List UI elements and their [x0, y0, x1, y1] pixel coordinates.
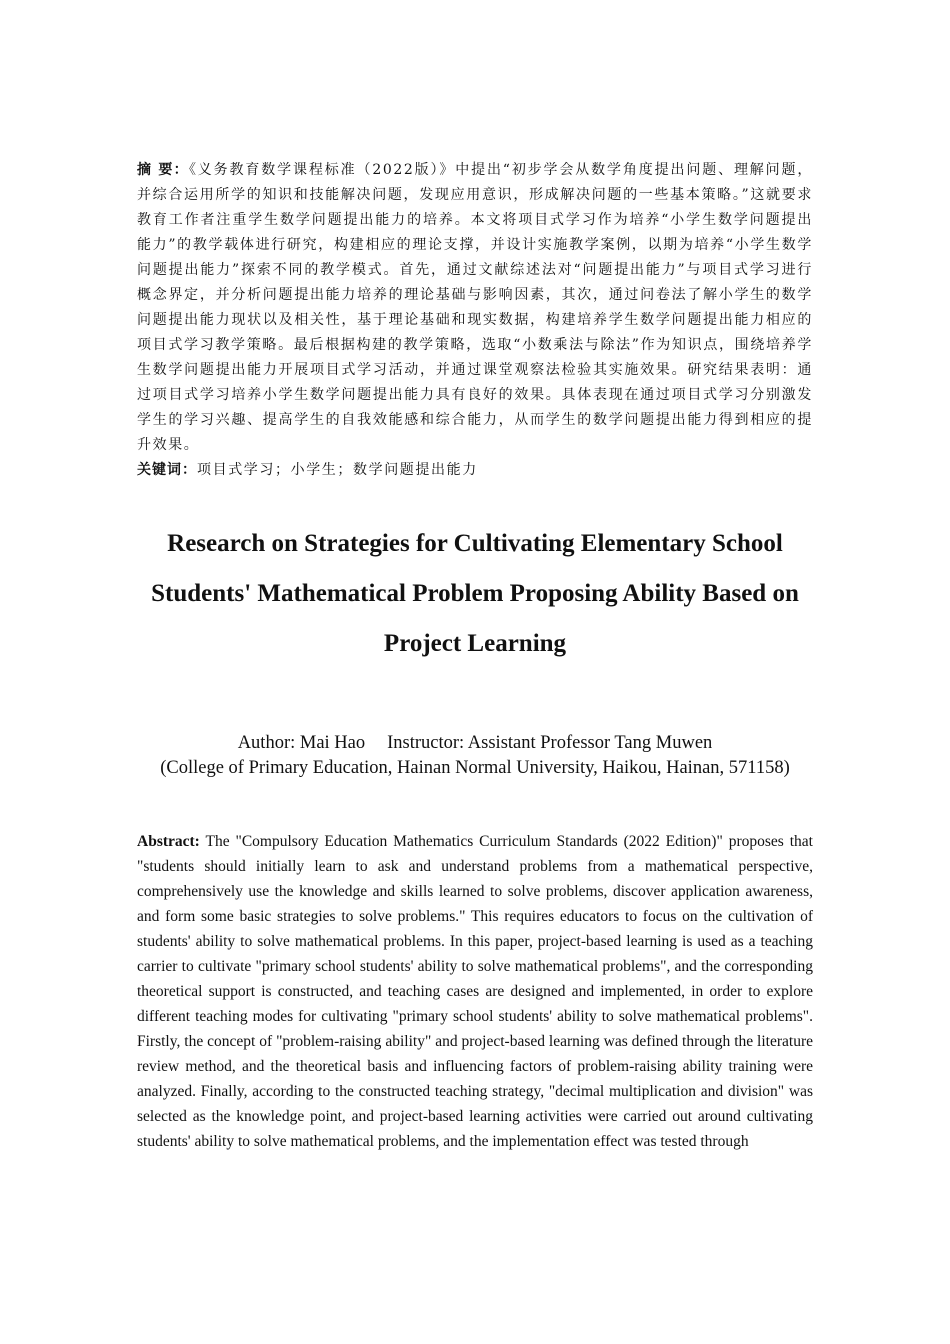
author-name: Author: Mai Hao [237, 733, 366, 753]
instructor-name: Instructor: Assistant Professor Tang Muwen [387, 733, 713, 753]
chinese-keywords [137, 458, 813, 483]
affiliation: (College of Primary Education, Hainan Normal University, Haikou, Hainan, 571158) [160, 758, 790, 778]
chinese-abstract-label: 摘 要： [137, 162, 189, 178]
english-title: Research on Strategies for Cultivating Elementary School Students' Mathematical Problem Proposing Ability Based on Project Learning [151, 530, 799, 657]
chinese-abstract-text: 《义务教育数学课程标准（2022版）》中提出“初步学会从数学角度提出问题、理解问题，并综合运用所学的知识和技能解决问题，发现应用意识，形成解决问题的一些基本策略。”这就要求教育工作者注重学生数学问题提出能力的培养。本文将项目式学习作为培养“小学生数学问题提出能力”的教学载体进行研究，构建相应的理论支撑，并设计实施教学案例，以期为培养“小学生数学问题提出能力”探索不同的教学模式。首先，通过文献综述法对“问题提出能力”与项目式学习进行概念界定，并分析问题提出能力培养的理论基础与影响因素，其次，通过问卷法了解小学生的数学问题提出能力现状以及相关性，基于理论基础和现实数据，构建培养学生数学问题提出能力相应的项目式学习教学策略。最后根据构建的教学策略，选取“小数乘法与除法”作为知识点，围绕培养学生数学问题提出能力开展项目式学习活动，并通过课堂观察法检验其实施效果。研究结果表明：通过项目式学习培养小学生数学问题提出能力具有良好的效果。具体表现在通过项目式学习分别激发学生的学习兴趣、提高学生的自我效能感和综合能力，从而学生的数学问题提出能力得到相应的提升效果。 [137, 162, 814, 453]
chinese-abstract [137, 158, 813, 458]
english-abstract [137, 829, 813, 1154]
chinese-keywords-label: 关键词： [137, 462, 197, 478]
english-abstract-label: Abstract: [137, 833, 200, 850]
english-abstract-text: The "Compulsory Education Mathematics Curriculum Standards (2022 Edition)" proposes that "students should initially learn to ask and understand problems from a mathematical perspective, comprehensively use the knowledge and skills learned to solve problems, discover application awareness, and form some basic strategies to solve problems." This requires educators to focus on the cultivation of students' ability to solve mathematical problems. In this paper, project-based learning is used as a teaching carrier to cultivate "primary school students' ability to solve mathematical problems", and the corresponding theoretical support is constructed, and teaching cases are designed and implemented, in order to explore different teaching modes for cultivating "primary school students' ability to solve mathematical problems". Firstly, the concept of "problem-raising ability" and project-based learning was defined through the literature review method, and the theoretical basis and influencing factors of problem-raising ability training were analyzed. Finally, according to the constructed teaching strategy, "decimal multiplication and division" was selected as the knowledge point, and project-based learning activities were carried out around cultivating students' ability to solve mathematical problems, and the implementation effect was tested through [137, 833, 813, 1150]
author-line [137, 731, 813, 756]
paper-page [137, 158, 813, 1154]
chinese-keywords-text: 项目式学习；小学生；数学问题提出能力 [197, 462, 478, 478]
